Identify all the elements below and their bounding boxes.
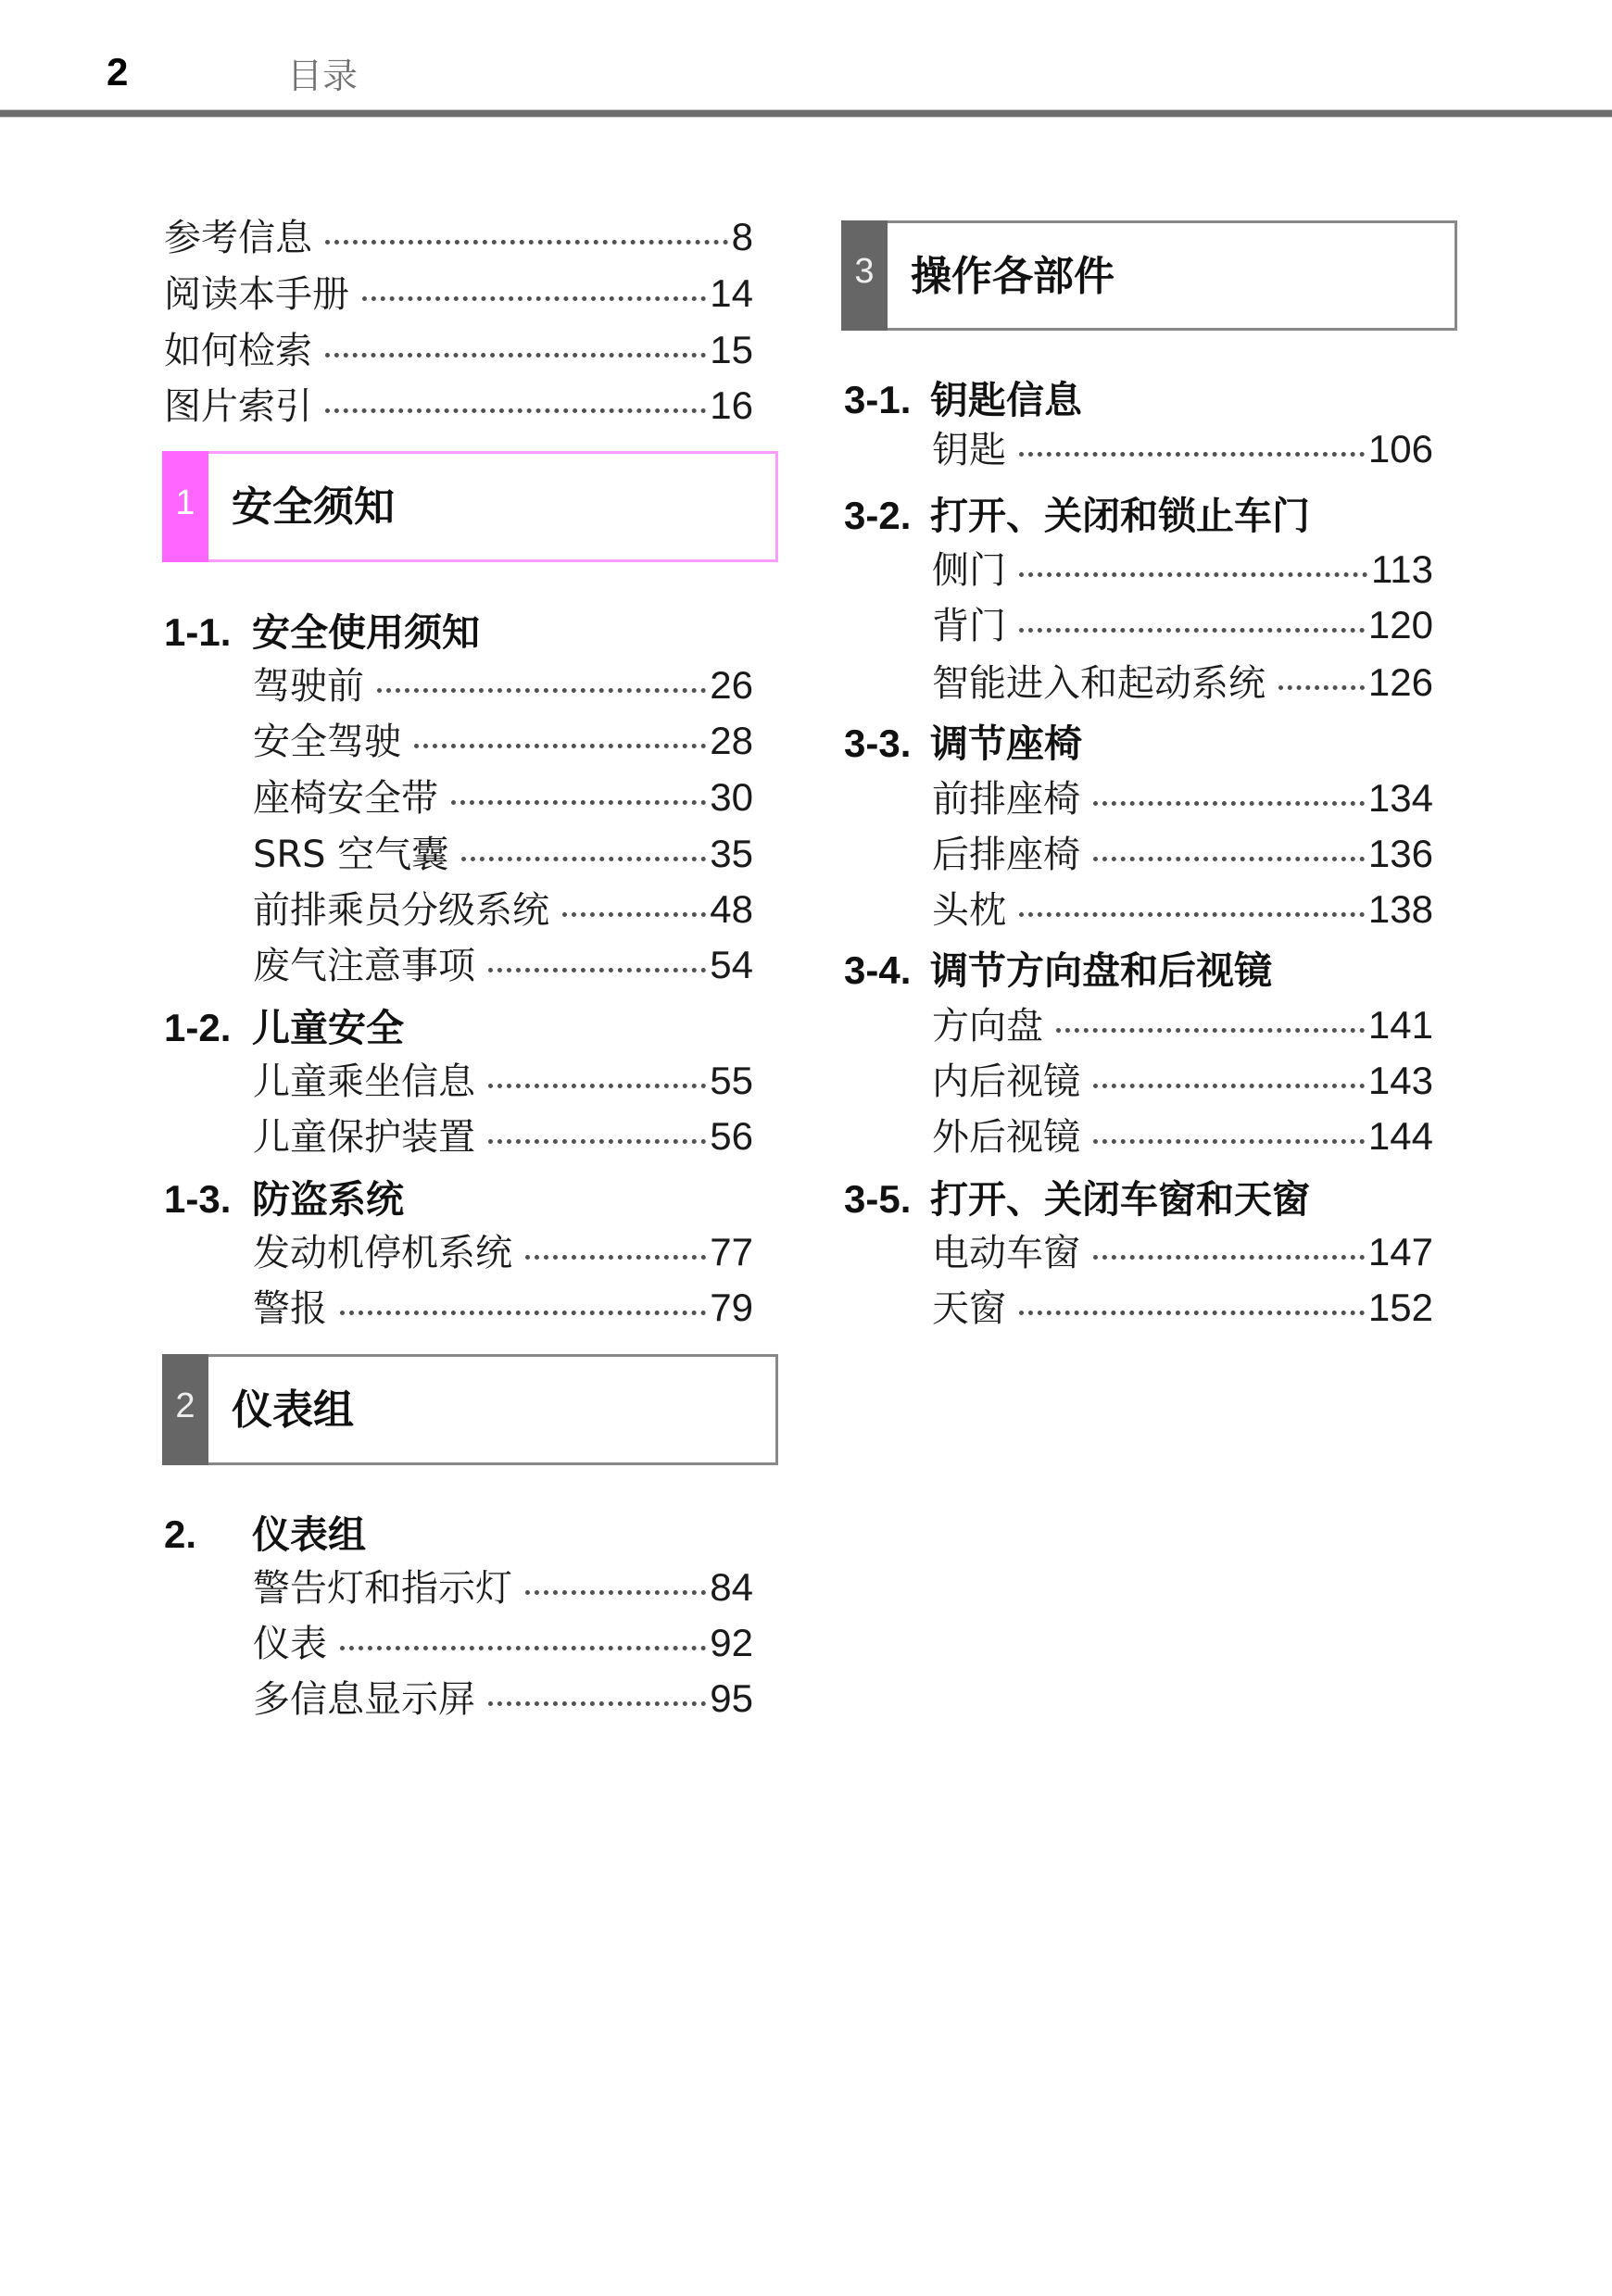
dot-leader bbox=[488, 1701, 706, 1706]
toc-entry[interactable] bbox=[253, 882, 753, 937]
entry-label: SRS 空气囊 bbox=[253, 834, 449, 876]
entry-label: 外后视镜 bbox=[932, 1116, 1080, 1159]
toc-entry[interactable] bbox=[253, 1615, 753, 1671]
toc-entry[interactable] bbox=[932, 1280, 1433, 1336]
toc-entry[interactable] bbox=[932, 1053, 1433, 1109]
toc-entry[interactable] bbox=[932, 997, 1433, 1053]
chapter-number-tab: 2 bbox=[162, 1354, 208, 1465]
toc-entry[interactable] bbox=[253, 770, 753, 825]
dot-leader bbox=[1093, 801, 1365, 806]
section-title: 调节方向盘和后视镜 bbox=[930, 948, 1272, 993]
entry-page: 35 bbox=[710, 832, 753, 875]
entry-page: 144 bbox=[1367, 1114, 1433, 1158]
entry-page: 106 bbox=[1367, 427, 1433, 470]
dot-leader bbox=[1278, 685, 1365, 690]
entry-page: 134 bbox=[1367, 776, 1433, 820]
dot-leader bbox=[1093, 1139, 1365, 1144]
toc-entry[interactable] bbox=[253, 826, 753, 882]
section-title: 仪表组 bbox=[252, 1512, 366, 1557]
dot-leader bbox=[488, 968, 706, 972]
toc-entry[interactable] bbox=[932, 597, 1433, 653]
section-heading[interactable] bbox=[164, 1172, 757, 1227]
entry-page: 136 bbox=[1367, 832, 1433, 875]
dot-leader bbox=[1019, 628, 1365, 633]
entry-label: 方向盘 bbox=[932, 1005, 1043, 1048]
entry-page: 15 bbox=[710, 328, 753, 371]
dot-leader bbox=[362, 296, 706, 301]
entry-page: 8 bbox=[731, 215, 753, 258]
section-title: 钥匙信息 bbox=[930, 378, 1082, 422]
entry-page: 95 bbox=[710, 1676, 753, 1720]
entry-label: 驾驶前 bbox=[253, 665, 364, 708]
entry-label: 后排座椅 bbox=[932, 834, 1080, 876]
entry-page: 55 bbox=[710, 1059, 753, 1102]
entry-label: 侧门 bbox=[932, 549, 1006, 592]
entry-label: 警报 bbox=[253, 1287, 327, 1330]
dot-leader bbox=[525, 1590, 706, 1595]
section-heading[interactable] bbox=[844, 372, 1446, 428]
section-title: 儿童安全 bbox=[252, 1006, 404, 1050]
entry-page: 28 bbox=[710, 719, 753, 762]
dot-leader bbox=[1056, 1028, 1365, 1033]
section-number: 3-1. bbox=[844, 378, 912, 421]
entry-label: 图片索引 bbox=[164, 385, 312, 428]
toc-entry[interactable] bbox=[932, 1109, 1433, 1164]
dot-leader bbox=[1019, 912, 1365, 917]
dot-leader bbox=[325, 353, 706, 358]
entry-label: 废气注意事项 bbox=[253, 945, 475, 987]
section-heading[interactable] bbox=[844, 943, 1446, 998]
entry-page: 30 bbox=[710, 775, 753, 819]
entry-label: 儿童乘坐信息 bbox=[253, 1060, 475, 1103]
entry-page: 54 bbox=[710, 943, 753, 986]
toc-entry[interactable] bbox=[253, 1053, 753, 1109]
entry-label: 发动机停机系统 bbox=[253, 1232, 512, 1274]
dot-leader bbox=[451, 800, 706, 805]
entry-label: 参考信息 bbox=[164, 217, 312, 259]
entry-label: 仪表 bbox=[253, 1623, 327, 1665]
entry-label: 多信息显示屏 bbox=[253, 1678, 475, 1721]
toc-entry[interactable] bbox=[253, 1560, 753, 1615]
section-number: 3-5. bbox=[844, 1177, 912, 1221]
entry-label: 智能进入和起动系统 bbox=[932, 662, 1266, 705]
entry-page: 143 bbox=[1367, 1059, 1433, 1102]
section-number: 1-3. bbox=[164, 1177, 232, 1221]
chapter-title: 仪表组 bbox=[232, 1386, 354, 1434]
section-number: 1-1. bbox=[164, 610, 232, 654]
section-title: 打开、关闭车窗和天窗 bbox=[930, 1177, 1310, 1222]
dot-leader bbox=[488, 1084, 706, 1088]
section-number: 3-2. bbox=[844, 494, 912, 537]
section-title: 打开、关闭和锁止车门 bbox=[930, 494, 1310, 538]
toc-entry[interactable] bbox=[932, 1224, 1433, 1280]
toc-entry[interactable] bbox=[932, 421, 1433, 477]
toc-entry[interactable] bbox=[253, 1671, 753, 1726]
toc-entry[interactable] bbox=[253, 713, 753, 769]
dot-leader bbox=[325, 240, 728, 245]
entry-label: 钥匙 bbox=[932, 429, 1006, 471]
section-heading[interactable] bbox=[164, 1000, 757, 1056]
entry-label: 前排座椅 bbox=[932, 778, 1080, 821]
entry-label: 电动车窗 bbox=[932, 1232, 1080, 1274]
toc-entry[interactable] bbox=[164, 209, 753, 265]
toc-entry[interactable] bbox=[253, 1280, 753, 1336]
dot-leader bbox=[562, 912, 706, 917]
chapter-1-header[interactable] bbox=[162, 451, 778, 562]
entry-page: 152 bbox=[1367, 1286, 1433, 1329]
toc-entry[interactable] bbox=[164, 266, 753, 321]
entry-page: 141 bbox=[1367, 1003, 1433, 1047]
toc-entry[interactable] bbox=[253, 1224, 753, 1280]
entry-page: 14 bbox=[710, 271, 753, 315]
toc-entry[interactable] bbox=[164, 378, 753, 433]
header-divider bbox=[0, 109, 1612, 118]
entry-label: 前排乘员分级系统 bbox=[253, 889, 549, 932]
entry-page: 113 bbox=[1371, 547, 1433, 591]
entry-page: 56 bbox=[710, 1114, 753, 1158]
entry-page: 92 bbox=[710, 1621, 753, 1664]
chapter-title: 安全须知 bbox=[232, 483, 395, 531]
chapter-3-header[interactable] bbox=[841, 220, 1457, 331]
dot-leader bbox=[340, 1646, 706, 1650]
section-heading[interactable] bbox=[164, 605, 757, 660]
dot-leader bbox=[377, 688, 706, 693]
entry-label: 头枕 bbox=[932, 889, 1006, 932]
entry-label: 警告灯和指示灯 bbox=[253, 1567, 512, 1610]
toc-entry[interactable] bbox=[164, 322, 753, 378]
toc-entry[interactable] bbox=[932, 826, 1433, 882]
entry-page: 147 bbox=[1367, 1230, 1433, 1273]
dot-leader bbox=[1019, 572, 1367, 577]
entry-page: 138 bbox=[1367, 887, 1433, 931]
chapter-title: 操作各部件 bbox=[911, 252, 1115, 300]
dot-leader bbox=[525, 1255, 706, 1260]
dot-leader bbox=[1093, 1084, 1365, 1088]
toc-entry[interactable] bbox=[932, 882, 1433, 937]
chapter-number-tab: 3 bbox=[841, 220, 888, 331]
toc-entry[interactable] bbox=[932, 771, 1433, 826]
entry-label: 背门 bbox=[932, 605, 1006, 647]
dot-leader bbox=[1019, 1311, 1365, 1315]
section-number: 3-3. bbox=[844, 721, 912, 765]
section-number: 3-4. bbox=[844, 948, 912, 992]
entry-page: 16 bbox=[710, 383, 753, 427]
dot-leader bbox=[1019, 452, 1365, 457]
section-title: 调节座椅 bbox=[930, 721, 1082, 766]
section-heading[interactable] bbox=[844, 716, 1446, 772]
dot-leader bbox=[1093, 857, 1365, 861]
entry-page: 79 bbox=[710, 1286, 753, 1329]
chapter-number-tab: 1 bbox=[162, 451, 208, 562]
toc-entry[interactable] bbox=[253, 937, 753, 993]
entry-page: 48 bbox=[710, 887, 753, 931]
dot-leader bbox=[488, 1139, 706, 1144]
entry-label: 天窗 bbox=[932, 1287, 1006, 1330]
toc-entry[interactable] bbox=[932, 655, 1433, 710]
section-heading[interactable] bbox=[844, 488, 1446, 544]
dot-leader bbox=[414, 744, 706, 748]
entry-page: 77 bbox=[710, 1230, 753, 1273]
section-heading[interactable] bbox=[164, 1507, 757, 1562]
dot-leader bbox=[340, 1311, 706, 1315]
section-title: 防盗系统 bbox=[252, 1177, 404, 1222]
entry-page: 26 bbox=[710, 663, 753, 707]
entry-label: 内后视镜 bbox=[932, 1060, 1080, 1103]
entry-label: 阅读本手册 bbox=[164, 273, 349, 316]
entry-label: 座椅安全带 bbox=[253, 777, 438, 820]
toc-entry[interactable] bbox=[932, 542, 1433, 597]
dot-leader bbox=[325, 408, 706, 413]
entry-page: 120 bbox=[1367, 603, 1433, 646]
page-title: 目录 bbox=[287, 56, 359, 96]
chapter-2-header[interactable] bbox=[162, 1354, 778, 1465]
dot-leader bbox=[461, 857, 706, 861]
entry-page: 84 bbox=[710, 1565, 753, 1609]
section-heading[interactable] bbox=[844, 1172, 1446, 1227]
entry-label: 安全驾驶 bbox=[253, 721, 401, 763]
dot-leader bbox=[1093, 1255, 1365, 1260]
section-title: 安全使用须知 bbox=[252, 610, 480, 655]
entry-page: 126 bbox=[1367, 660, 1433, 704]
toc-entry[interactable] bbox=[253, 658, 753, 713]
entry-label: 如何检索 bbox=[164, 330, 312, 372]
toc-entry[interactable] bbox=[253, 1109, 753, 1164]
entry-label: 儿童保护装置 bbox=[253, 1116, 475, 1159]
section-number: 2. bbox=[164, 1512, 197, 1556]
section-number: 1-2. bbox=[164, 1006, 232, 1049]
page-number: 2 bbox=[107, 50, 129, 94]
